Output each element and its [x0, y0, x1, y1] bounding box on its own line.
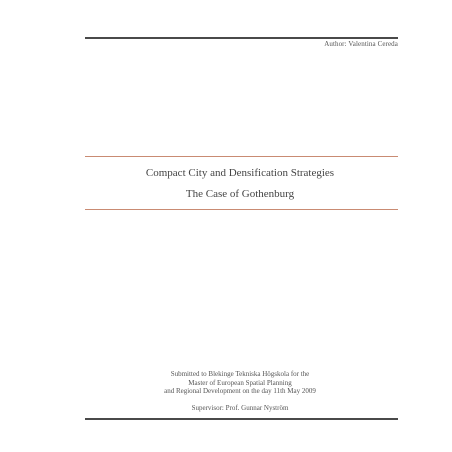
submission-line-1: Submitted to Blekinge Tekniska Högskola for the: [170, 370, 310, 378]
bottom-rule: [85, 418, 398, 420]
title-bottom-rule: [85, 209, 398, 210]
top-rule: [85, 37, 398, 39]
title-top-rule: [85, 156, 398, 157]
supervisor-line: Supervisor: Prof. Gunnar Nyström: [191, 404, 289, 412]
author-line: Author: Valentina Cereda: [324, 40, 398, 48]
submission-statement: [0, 370, 452, 396]
document-title: Compact City and Densification Strategies: [145, 167, 335, 179]
submission-line-3: and Regional Development on the day 11th May 2009: [164, 387, 316, 395]
document-subtitle: The Case of Gothenburg: [185, 188, 295, 200]
submission-line-2: Master of European Spatial Planning: [188, 378, 292, 387]
